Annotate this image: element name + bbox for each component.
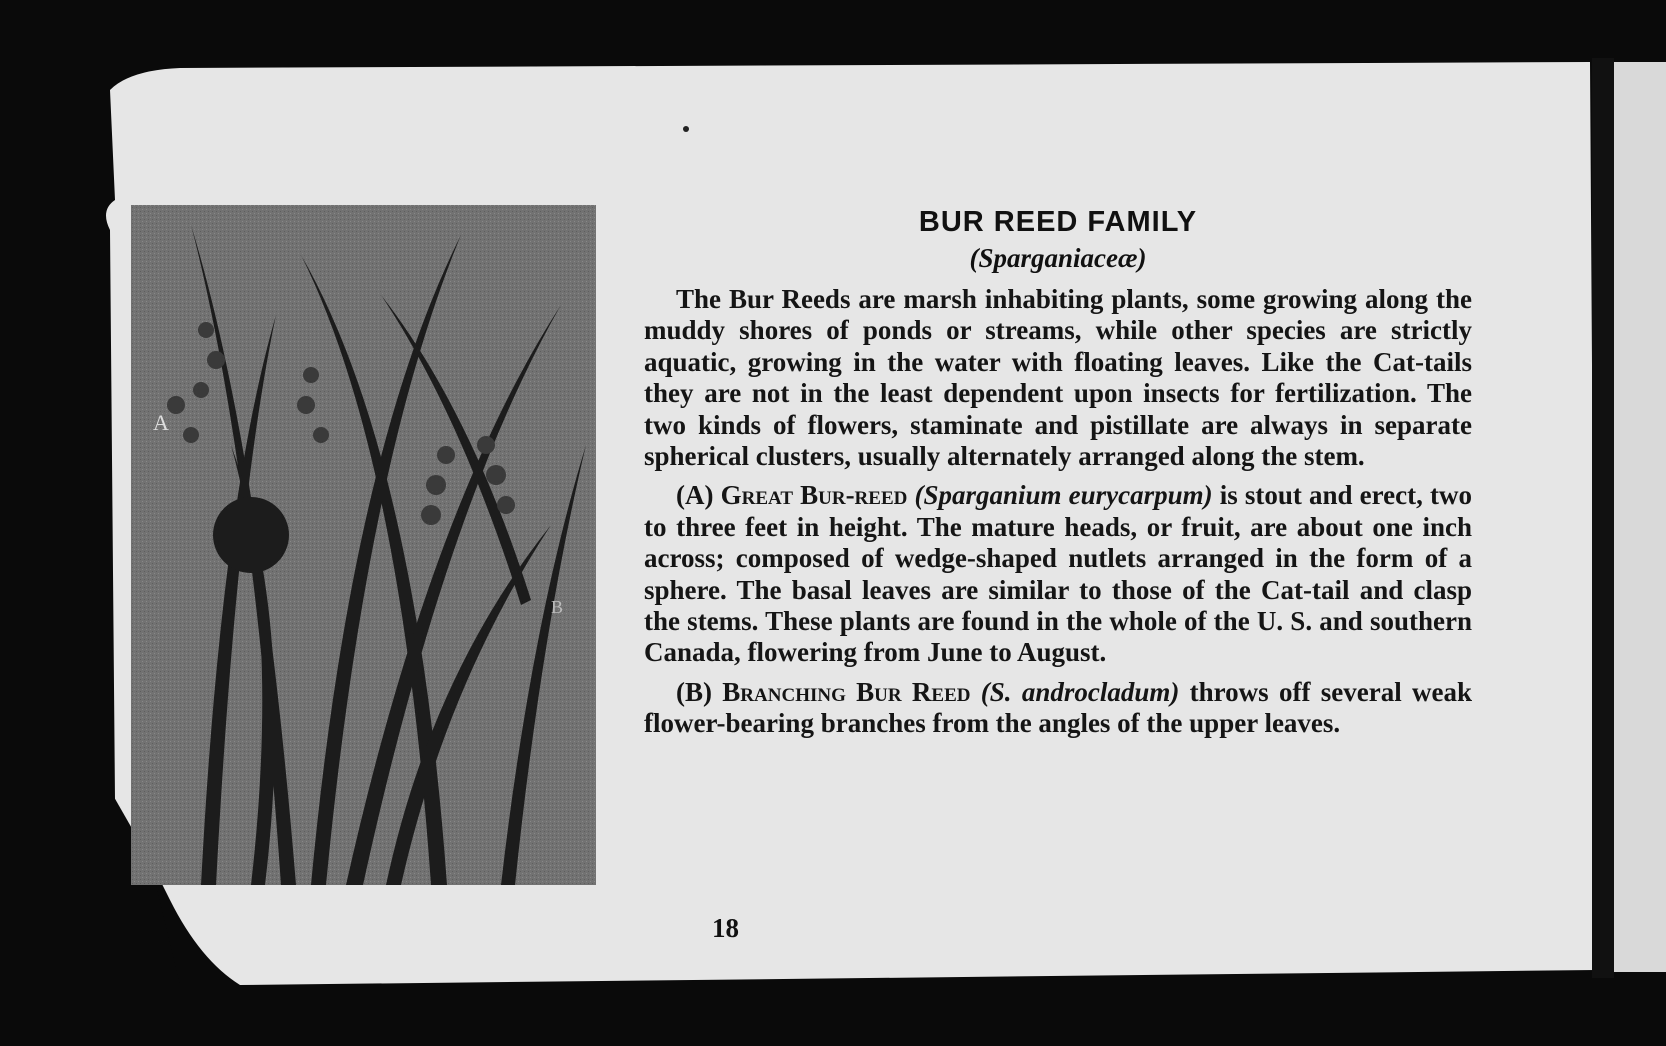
intro-paragraph bbox=[644, 284, 1472, 472]
branching-scientific-name: (S. androcladum) bbox=[980, 676, 1180, 707]
page-number: 18 bbox=[712, 913, 739, 943]
figure-label-a: A bbox=[153, 410, 169, 435]
intro-text: The Bur Reeds are marsh inhabiting plants, some growing along the muddy shores of ponds or streams, while other species are strictly aquatic, growing in the water with floating leaves. Like the Cat-tails they are not in the least dependent upon insects for fertilization. The two kinds of flowers, staminate and pistillate are always in separate spherical clusters, usually alternately arranged along the stem. bbox=[644, 284, 1472, 472]
branching-bur-reed-paragraph bbox=[644, 677, 1472, 740]
bur-reed-illustration bbox=[131, 205, 596, 885]
great-scientific-name: (Sparganium eurycarpum) bbox=[914, 480, 1213, 511]
great-text: is stout and erect, two to three feet in height. The mature heads, or fruit, are about one inch across; composed of wedge-shaped nutlets arranged in the form of a sphere. The basal leaves are similar to those of the Cat-tail and clasp the stems. These plants are found in the whole of the U. S. and southern Canada, flowering from June to August. bbox=[644, 480, 1472, 668]
branching-prefix: (B) bbox=[676, 676, 723, 707]
ink-speck bbox=[683, 126, 689, 132]
page-title: BUR REED FAMILY bbox=[918, 206, 1198, 238]
family-scientific-name: (Sparganiaceæ) bbox=[969, 243, 1147, 273]
branching-common-name: Branching Bur Reed bbox=[722, 676, 971, 707]
great-bur-reed-paragraph bbox=[644, 480, 1472, 668]
figure-label-b: B bbox=[551, 597, 564, 617]
great-common-name: Great Bur-reed bbox=[720, 480, 908, 511]
next-page-edge bbox=[1614, 62, 1666, 972]
branching-text: throws off several weak flower-bearing branches from the angles of the upper leaves. bbox=[644, 676, 1472, 739]
book-spine bbox=[1592, 58, 1614, 978]
text-column bbox=[644, 200, 1472, 748]
great-prefix: (A) bbox=[676, 480, 721, 511]
